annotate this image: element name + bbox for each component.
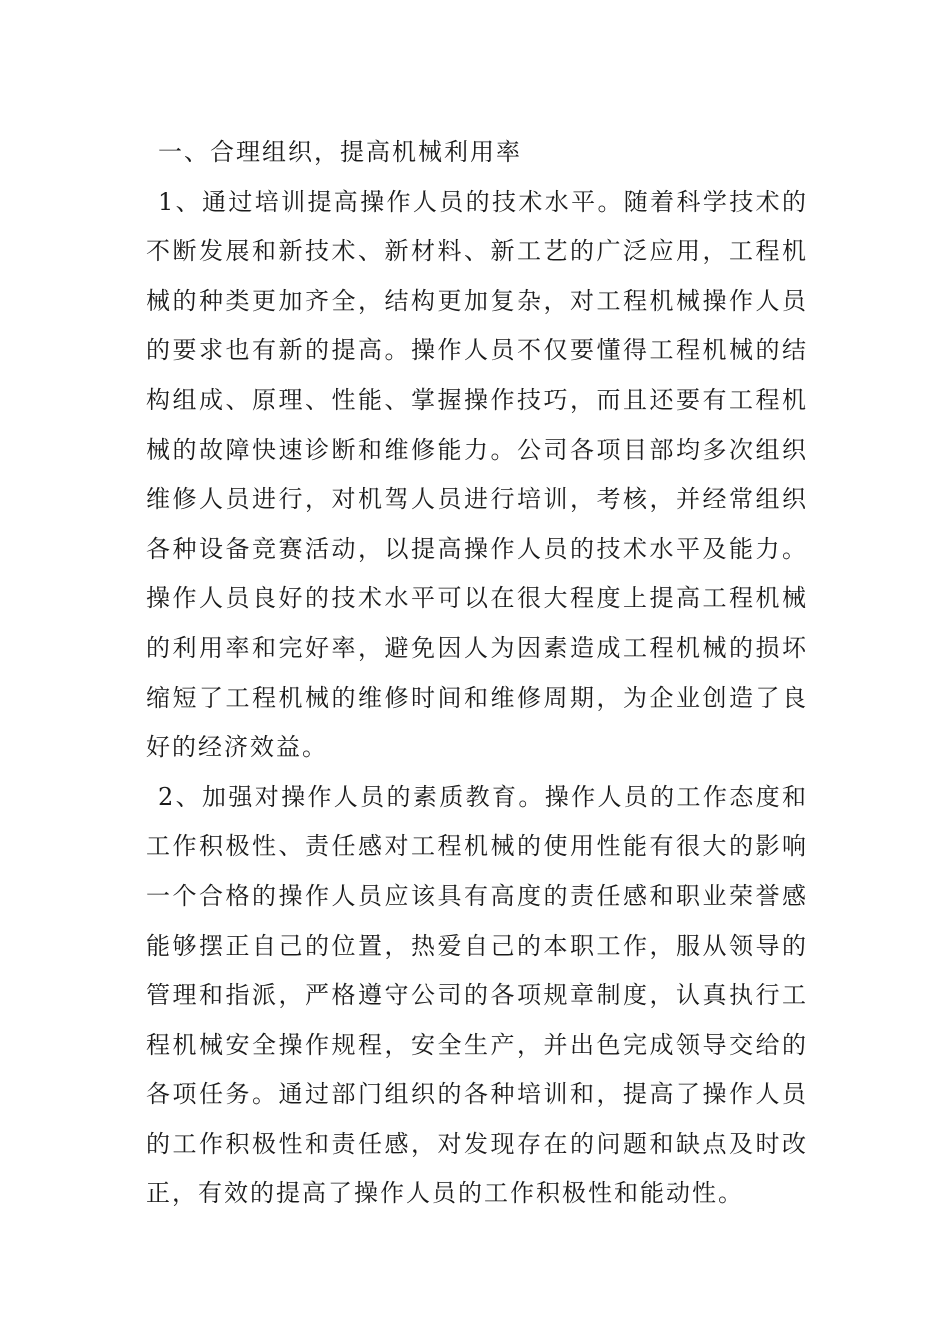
document-body [146,128,808,1219]
section-heading: 一、合理组织，提高机械利用率 [158,138,522,166]
paragraph-1: 1、通过培训提高操作人员的技术水平。随着科学技术的不断发展和新技术、新材料、新工艺的广泛应用，工程机械的种类更加齐全，结构更加复杂，对工程机械操作人员的要求也有新的提高。操作人员不仅要懂得工程机械的结构组成、原理、性能、掌握操作技巧，而且还要有工程机械的故障快速诊断和维修能力。公司各项目部均多次组织维修人员进行，对机驾人员进行培训，考核，并经常组织各种设备竞赛活动，以提高操作人员的技术水平及能力。操作人员良好的技术水平可以在很大程度上提高工程机械的利用率和完好率，避免因人为因素造成工程机械的损坏缩短了工程机械的维修时间和维修周期，为企业创造了良好的经济效益。 [146,187,808,762]
paragraph-2: 2、加强对操作人员的素质教育。操作人员的工作态度和工作积极性、责任感对工程机械的使用性能有很大的影响一个合格的操作人员应该具有高度的责任感和职业荣誉感能够摆正自己的位置，热爱自己的本职工作，服从领导的管理和指派，严格遵守公司的各项规章制度，认真执行工程机械安全操作规程，安全生产，并出色完成领导交给的各项任务。通过部门组织的各种培训和，提高了操作人员的工作积极性和责任感，对发现存在的问题和缺点及时改正，有效的提高了操作人员的工作积极性和能动性。 [146,782,808,1208]
